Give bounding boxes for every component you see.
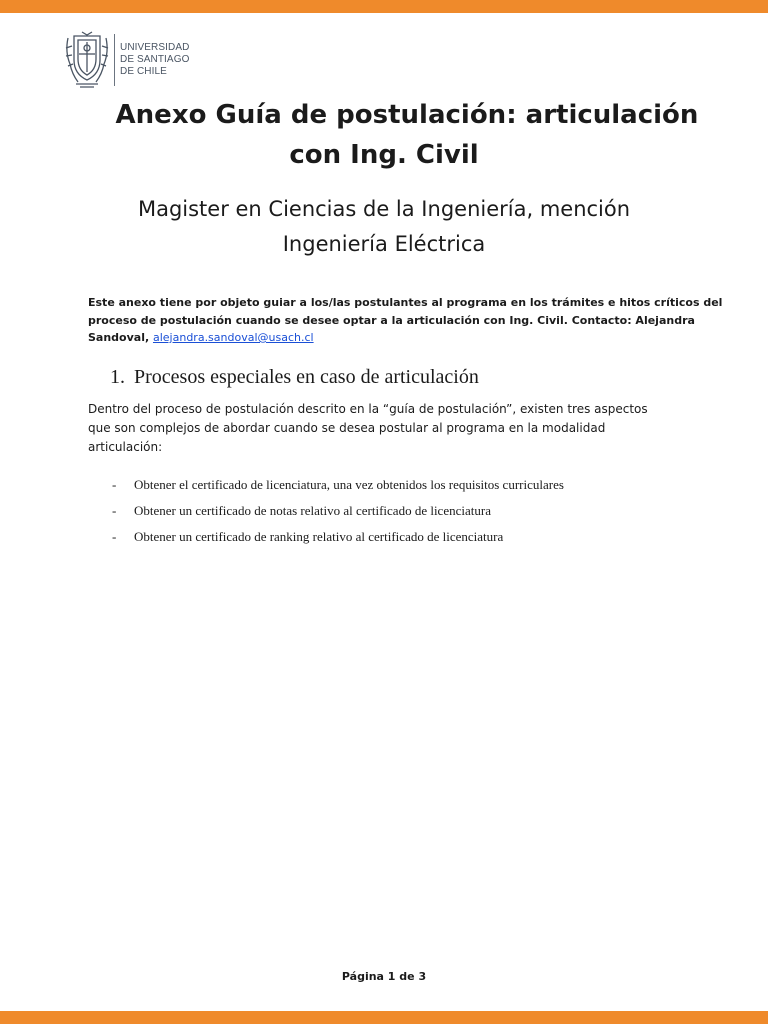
section-paragraph [88, 400, 688, 457]
subtitle-line-2: Ingeniería Eléctrica [282, 232, 486, 256]
logo-line-3: DE CHILE [120, 66, 167, 77]
subtitle-line-1: Magister en Ciencias de la Ingeniería, mención [137, 197, 631, 221]
section-number: 1. [110, 366, 125, 388]
intro-line-1: Este anexo tiene por objeto guiar a los/las postulantes al programa en los trámites e hitos críticos del [88, 296, 723, 309]
section-paragraph-line-2: que son complejos de abordar cuando se desea postular al programa en la modalidad [88, 421, 606, 435]
title-line-1: Anexo Guía de postulación: articulación [115, 100, 699, 130]
list-item [110, 502, 710, 528]
university-logo [62, 30, 192, 94]
bullet-marker: - [112, 477, 117, 492]
requirements-list [110, 476, 710, 554]
contact-email-link[interactable]: alejandra.sandoval@usach.cl [152, 331, 314, 344]
intro-line-3 [88, 329, 688, 347]
university-crest-icon [62, 30, 112, 90]
bottom-accent-bar [0, 1011, 768, 1024]
section-paragraph-line-1: Dentro del proceso de postulación descrito en la “guía de postulación”, existen tres aspectos [88, 402, 648, 416]
section-paragraph-line-3: articulación: [88, 440, 163, 454]
bullet-marker: - [112, 529, 117, 544]
intro-line-3-prefix: Sandoval, [88, 331, 153, 344]
list-item-text: Obtener un certificado de ranking relativo al certificado de licenciatura [134, 529, 504, 544]
section-heading-text: Procesos especiales en caso de articulación [134, 366, 479, 388]
list-item-text: Obtener un certificado de notas relativo al certificado de licenciatura [134, 503, 491, 518]
logo-line-1: UNIVERSIDAD [120, 42, 190, 53]
title-line-2: con Ing. Civil [289, 140, 479, 170]
section-heading [110, 364, 479, 390]
list-item-text: Obtener el certificado de licenciatura, una vez obtenidos los requisitos curriculares [134, 477, 564, 492]
logo-divider [114, 34, 115, 86]
university-name [120, 42, 189, 78]
page-number: Página 1 de 3 [341, 970, 427, 983]
document-title [0, 95, 768, 175]
list-item [110, 476, 710, 502]
list-item [110, 528, 710, 554]
intro-line-2: proceso de postulación cuando se desee optar a la articulación con Ing. Civil. Contacto: Alejandra [88, 313, 695, 327]
top-accent-bar [0, 0, 768, 13]
intro-paragraph [88, 294, 723, 347]
document-subtitle [0, 192, 768, 262]
bullet-marker: - [112, 503, 117, 518]
logo-line-2: DE SANTIAGO [120, 54, 190, 65]
